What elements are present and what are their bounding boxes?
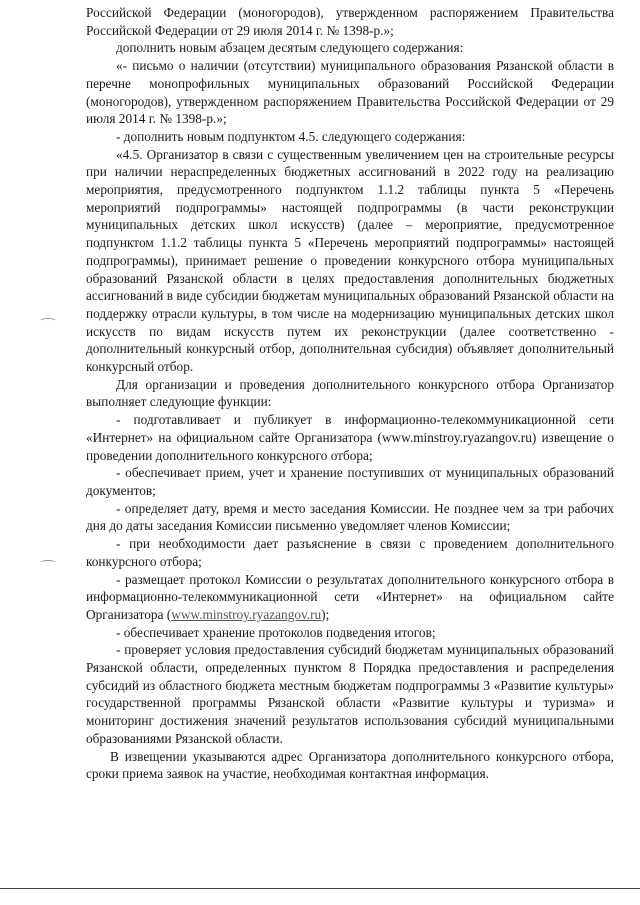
paragraph: В извещении указываются адрес Организатора дополнительного конкурсного отбора, сроки приема заявок на участие, необходимая контактная информация. xyxy=(86,748,614,782)
paragraph: «- письмо о наличии (отсутствии) муниципального образования Рязанской области в перечне монопрофильных муниципальных образований Российской Федерации (моногородов), утвержденном распоряжением Правительства Российской Федерации от 29 июля 2014 г. № 1398-р.»; xyxy=(86,58,614,127)
paragraph: Российской Федерации (моногородов), утвержденном распоряжением Правительства Российской Федерации от 29 июля 2014 г. № 1398-р.»; xyxy=(86,5,614,38)
paragraph: дополнить новым абзацем десятым следующего содержания: xyxy=(116,40,464,56)
paragraph: - подготавливает и публикует в информационно-телекоммуникационной сети «Интернет» на официальном сайте Организатора (www.minstroy.ryazangov.ru) извещение о проведении дополнительного конкурсного отбора; xyxy=(86,412,614,463)
protocol-text: - размещает протокол Комиссии о результатах дополнительного конкурсного отбора в информационно-телекоммуникационной сети «Интернет» на официальном сайте Организатора ( xyxy=(86,571,614,622)
margin-mark xyxy=(40,318,56,324)
margin-mark xyxy=(40,560,56,566)
site-link[interactable]: www.minstroy.ryazangov.ru xyxy=(171,606,322,622)
page-footer-rule xyxy=(0,888,640,889)
document-body xyxy=(86,4,614,783)
paragraph-protocol xyxy=(86,571,614,624)
protocol-tail: ); xyxy=(321,606,330,622)
paragraph: - обеспечивает прием, учет и хранение поступивших от муниципальных образований документов; xyxy=(86,465,614,498)
paragraph: - дополнить новым подпунктом 4.5. следующего содержания: xyxy=(116,128,466,144)
paragraph: - определяет дату, время и место заседания Комиссии. Не позднее чем за три рабочих дня до даты заседания Комиссии письменно уведомляет членов Комиссии; xyxy=(86,500,614,534)
paragraph: - проверяет условия предоставления субсидий бюджетам муниципальных образований Рязанской области, определенных пунктом 8 Порядка предоставления и распределения субсидий из областного бюджета местным бюджетам подпрограммы 3 «Развитие культуры» государственной программы Рязанской области «Развитие культуры и туризма» и мониторинг достижения значений результатов использования субсидий муниципальными образованиями Рязанской области. xyxy=(86,642,614,746)
paragraph: - при необходимости дает разъяснение в связи с проведением дополнительного конкурсного отбора; xyxy=(86,536,614,569)
paragraph: «4.5. Организатор в связи с существенным увеличением цен на строительные ресурсы при наличии нераспределенных бюджетных ассигнований в 2022 году на реализацию мероприятия, предусмотренного подпунктом 1.1.2 таблицы пункта 5 «Перечень мероприятий подпрограммы» настоящей подпрограммы (в части реконструкции муниципальных детских школ искусств) (далее – мероприятие, предусмотренное подпунктом 1.1.2 таблицы пункта 5 «Перечень мероприятий подпрограммы» настоящей подпрограммы), принимает решение о проведении конкурсного отбора муниципальных образований Рязанской области в целях предоставления дополнительных бюджетных ассигнований в виде субсидии бюджетам муниципальных образований Рязанской области на поддержку отрасли культуры, в том числе на модернизацию муниципальных детских школ искусств по видам искусств путем их реконструкции (далее соответственно - дополнительный конкурсный отбор, дополнительная субсидия) объявляет дополнительный конкурсный отбор. xyxy=(86,146,615,375)
paragraph: - обеспечивает хранение протоколов подведения итогов; xyxy=(116,624,436,640)
paragraph: Для организации и проведения дополнительного конкурсного отбора Организатор выполняет следующие функции: xyxy=(86,376,614,410)
